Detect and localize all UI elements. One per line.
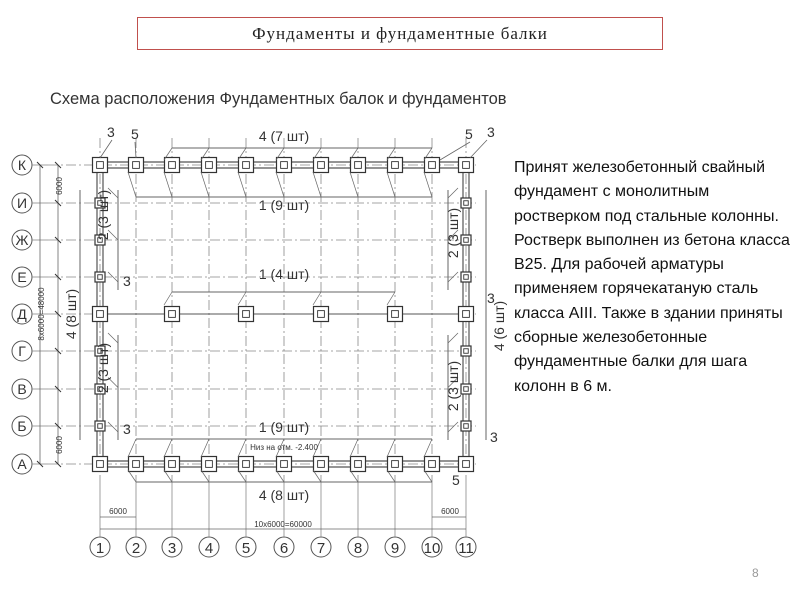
description-text: Принят железобетонный свайный фундамент с монолитным ростверком под стальные колонны. Ростверк выполнен из бетона класса В25. Для рабочей арматуры применяем горячекатаную сталь класса АIII. Также в здании приняты сборные железобетонные фундаментные балки для шага колонн в 6 м.: [514, 159, 790, 395]
mark-leader: [470, 140, 487, 158]
label-top-found: 1 (9 шт): [258, 197, 310, 213]
right-lower-found-arrow: [448, 333, 458, 343]
bottom-found-arrow: [164, 439, 172, 457]
mark-5-top-right: 5: [465, 126, 473, 142]
foundation-outer: [425, 457, 440, 472]
foundation-outer: [351, 158, 366, 173]
label-right-lower-found: 2 (3 шт): [445, 360, 461, 412]
col-axis-label: 11: [458, 540, 474, 557]
foundation-outer: [314, 158, 329, 173]
foundation-outer: [425, 158, 440, 173]
top-found-arrow: [164, 172, 172, 197]
right-lower-found-arrow: [448, 422, 458, 432]
foundation-outer: [461, 272, 471, 282]
label-left-lower-found: 2 (3 шт): [95, 342, 111, 394]
mark-3-mid-right: 3: [487, 290, 495, 306]
top-found-arrow: [276, 172, 284, 197]
dim-left-total: 8х6000=48000: [37, 287, 46, 341]
foundation-outer: [129, 457, 144, 472]
foundation-outer: [129, 158, 144, 173]
label-niz: Низ на отм. -2.400: [250, 443, 318, 452]
foundation-outer: [93, 457, 108, 472]
foundation-outer: [95, 421, 105, 431]
label-bottom-found: 1 (9 шт): [258, 419, 310, 435]
bottom-found-arrow: [238, 439, 246, 457]
row-axis-label: К: [17, 157, 27, 173]
col-axis-label: 4: [204, 540, 214, 557]
label-mid-found: 1 (4 шт): [258, 266, 310, 282]
row-axis-label: В: [17, 381, 27, 397]
mid-found-arrow: [238, 292, 246, 305]
bottom-found-arrow: [424, 439, 432, 457]
mark-3-top-right: 3: [487, 124, 495, 140]
scheme-title: Схема расположения Фундаментных балок и фундаментов: [50, 90, 507, 108]
bottom-found-arrow: [201, 439, 209, 457]
label-left-beams: 4 (8 шт): [63, 288, 79, 340]
foundation-outer: [202, 457, 217, 472]
top-found-arrow: [313, 172, 321, 197]
foundation-outer: [165, 307, 180, 322]
foundation-outer: [165, 158, 180, 173]
foundation-outer: [459, 307, 474, 322]
foundation-outer: [239, 158, 254, 173]
foundation-outer: [314, 457, 329, 472]
foundation-outer: [388, 158, 403, 173]
mark-5-bottom-right: 5: [452, 472, 460, 488]
col-axis-label: 1: [95, 540, 105, 557]
foundation-outer: [165, 457, 180, 472]
mark-3-mid-left: 3: [123, 273, 131, 289]
dim-bottom-left: 6000: [109, 507, 127, 516]
dim-bottom-right: 6000: [441, 507, 459, 516]
mid-found-arrow: [164, 292, 172, 305]
right-upper-found-arrow: [448, 188, 458, 198]
row-axis-label: Г: [18, 343, 26, 359]
col-axis-label: 6: [279, 540, 289, 557]
foundation-outer: [239, 457, 254, 472]
col-axis-label: 3: [167, 540, 177, 557]
page-number: 8: [752, 566, 759, 580]
dim-bottom-total: 10х6000=60000: [254, 520, 312, 529]
foundation-outer: [459, 457, 474, 472]
row-axis-label: Ж: [15, 232, 29, 248]
col-axis-label: 5: [241, 540, 251, 557]
mark-leader: [100, 140, 112, 158]
col-axis-label: 9: [390, 540, 400, 557]
mid-found-arrow: [313, 292, 321, 305]
foundation-outer: [461, 346, 471, 356]
row-axis-label: Д: [17, 306, 27, 322]
foundation-outer: [461, 198, 471, 208]
top-found-arrow: [128, 172, 136, 197]
foundation-outer: [351, 457, 366, 472]
foundation-outer: [93, 158, 108, 173]
foundation-outer: [461, 421, 471, 431]
col-axis-label: 2: [131, 540, 141, 557]
foundation-outer: [314, 307, 329, 322]
label-right-beams: 4 (6 шт): [491, 300, 507, 352]
mark-3-bottom-left: 3: [123, 421, 131, 437]
foundation-outer: [277, 158, 292, 173]
col-axis-label: 10: [423, 540, 441, 557]
header-title: Фундаменты и фундаментные балки: [252, 23, 548, 43]
row-axis-label: Е: [17, 269, 27, 285]
foundation-outer: [388, 457, 403, 472]
foundation-outer: [202, 158, 217, 173]
label-left-upper-found: 2 (3 шт): [95, 189, 111, 241]
dim-left-bottom: 6000: [55, 436, 64, 454]
bottom-found-arrow: [387, 439, 395, 457]
foundation-outer: [388, 307, 403, 322]
top-found-arrow: [424, 172, 432, 197]
col-axis-label: 7: [316, 540, 326, 557]
row-axis-label: А: [17, 456, 27, 472]
col-axis-label: 8: [353, 540, 363, 557]
mid-found-arrow: [387, 292, 395, 305]
label-bottom-beams: 4 (8 шт): [258, 487, 310, 503]
dim-left-top: 6000: [55, 177, 64, 195]
bottom-found-arrow: [128, 439, 136, 457]
foundation-outer: [461, 384, 471, 394]
foundation-outer: [93, 307, 108, 322]
label-top-beams: 4 (7 шт): [258, 128, 310, 144]
foundation-outer: [459, 158, 474, 173]
foundation-outer: [461, 235, 471, 245]
mark-3-bottom-right: 3: [490, 429, 498, 445]
top-found-arrow: [387, 172, 395, 197]
mark-3-top-left: 3: [107, 124, 115, 140]
row-axis-label: И: [16, 195, 28, 211]
top-found-arrow: [238, 172, 246, 197]
foundation-outer: [239, 307, 254, 322]
label-right-upper-found: 2 (3 шт): [445, 207, 461, 259]
bottom-found-arrow: [350, 439, 358, 457]
top-found-arrow: [350, 172, 358, 197]
left-lower-found-arrow: [108, 333, 118, 343]
foundation-outer: [277, 457, 292, 472]
foundation-outer: [95, 272, 105, 282]
top-found-arrow: [201, 172, 209, 197]
row-axis-label: Б: [17, 418, 27, 434]
left-lower-found-arrow: [108, 422, 118, 432]
mark-5-top-left: 5: [131, 126, 139, 142]
